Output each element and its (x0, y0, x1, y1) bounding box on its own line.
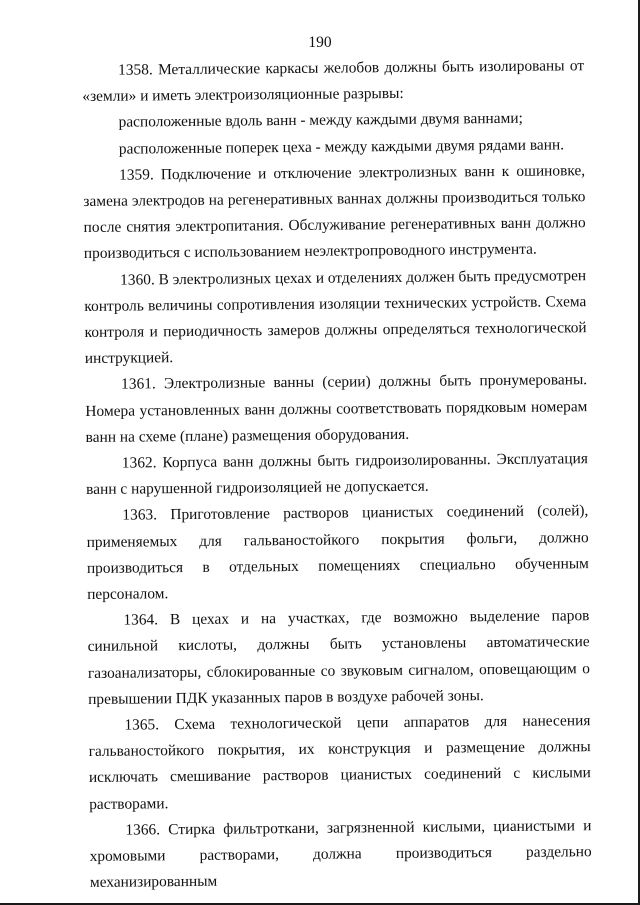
paragraph-1362: 1362. Корпуса ванн должны быть гидроизолированны. Эксплуатация ванн с нарушенной гидроизоляцией не допускается. (86, 450, 588, 499)
page-number: 190 (308, 34, 332, 51)
paragraph-1361: 1361. Электролизные ванны (серии) должны быть пронумерованы. Номера установленных ванн должны соответствовать порядковым номерам ванн на схеме (плане) размещения оборудования. (85, 371, 588, 446)
paragraph-1359: 1359. Подключение и отключение электролизных ванн к ошиновке, замена электродов на регенеративных ваннах должны производиться только после снятия электропитания. Обслуживание регенеративных ванн должно производиться с использованием неэлектропроводного инструмента. (83, 161, 586, 263)
paragraph-1365: 1365. Схема технологической цепи аппаратов для нанесения гальваностойкого покрытия, их конструкция и размещение должны исключать смешивание растворов цианистых соединений с кислыми растворами. (88, 712, 591, 813)
paragraph-1363: 1363. Приготовление растворов цианистых соединений (солей), применяемых для гальваностойкого покрытия фольги, должно производиться в отдельных помещениях специально обученным персоналом. (86, 502, 589, 604)
paragraph-1358: 1358. Металлические каркасы желобов должны быть изолированы от «земли» и иметь электроизоляционные разрывы: (82, 57, 585, 106)
list-item-along-baths: расположенные вдоль ванн - между каждыми двумя ваннами; (118, 110, 523, 132)
paragraph-1360: 1360. В электролизных цехах и отделениях должен быть предусмотрен контроль величины сопротивления изоляции технических устройств. Схема контроля и периодичность замеров должны определяться технологической инструкцией. (84, 266, 587, 368)
paragraph-1364: 1364. В цехах и на участках, где возможно выделение паров синильной кислоты, должны быть установлены автоматические газоанализаторы, сблокированные со звуковым сигналом, оповещающим о превышении ПДК указанных паров в воздухе рабочей зоны. (87, 607, 590, 708)
paragraph-1366: 1366. Стирка фильтроткани, загрязненной кислыми, цианистыми и хромовыми растворами, должна производиться раздельно механизированным (89, 817, 592, 892)
document-body (82, 53, 592, 896)
list-item-across-shop: расположенные поперек цеха - между каждыми двумя рядами ванн. (118, 135, 565, 158)
